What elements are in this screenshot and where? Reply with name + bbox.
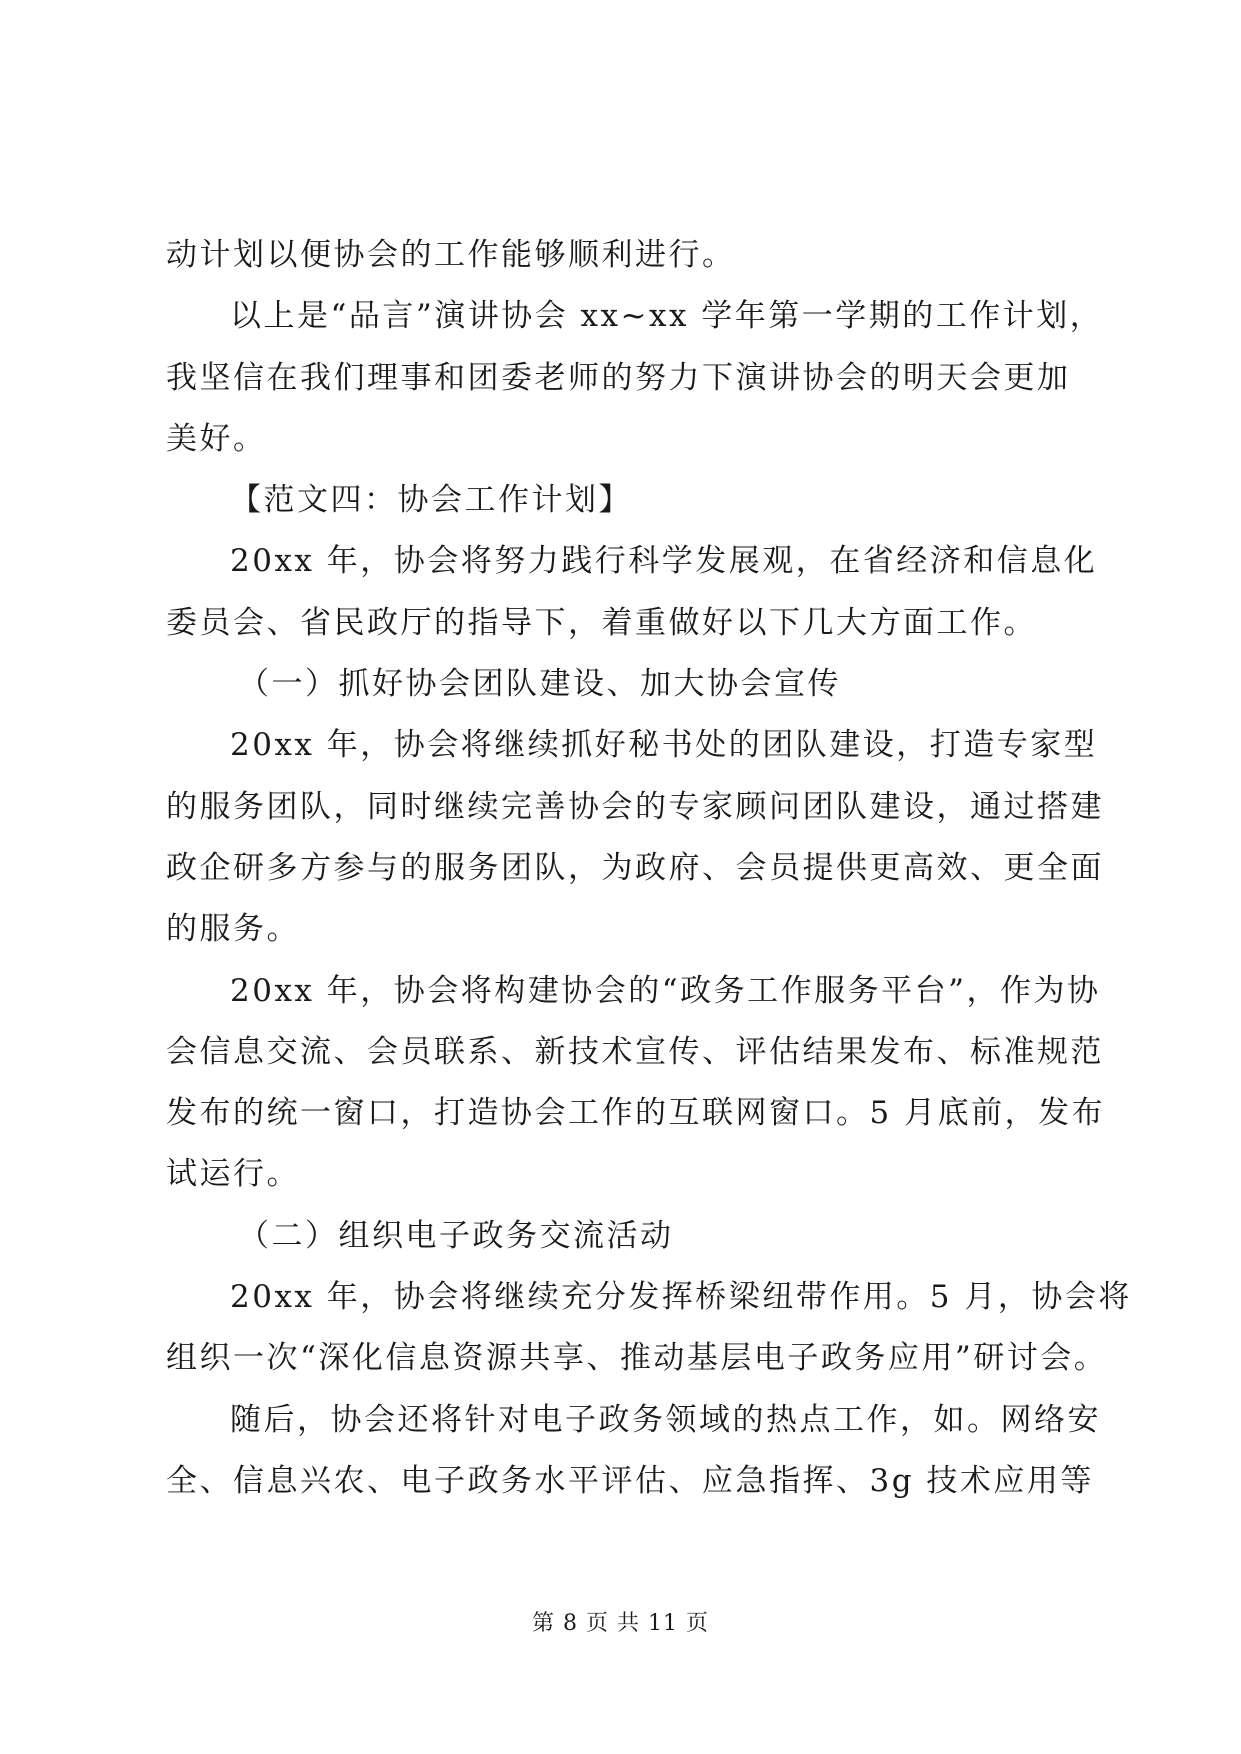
body-line: 动计划以便协会的工作能够顺利进行。: [166, 237, 736, 273]
subsection-heading: （二）组织电子政务交流活动: [238, 1217, 674, 1254]
body-line: 的服务。: [166, 911, 300, 948]
body-line: 我坚信在我们理事和团委老师的努力下演讲协会的明天会更加: [166, 359, 1071, 396]
document-body: [166, 225, 1132, 1512]
body-line: 美好。: [166, 420, 267, 457]
body-line: 20xx 年，协会将构建协会的“政务工作服务平台”，作为协: [230, 972, 1101, 1009]
body-line: 发布的统一窗口，打造协会工作的互联网窗口。5 月底前，发布: [166, 1095, 1106, 1132]
page-number-label: 第 8 页 共 11 页: [532, 1611, 709, 1636]
body-line: 20xx 年，协会将努力践行科学发展观，在省经济和信息化: [230, 543, 1098, 580]
body-line: 政企研多方参与的服务团队，为政府、会员提供更高效、更全面: [166, 849, 1104, 886]
body-line: 随后，协会还将针对电子政务领域的热点工作，如。网络安: [230, 1401, 1101, 1438]
body-line: 20xx 年，协会将继续充分发挥桥梁纽带作用。5 月，协会将: [230, 1279, 1132, 1316]
body-line: 20xx 年，协会将继续抓好秘书处的团队建设，打造专家型: [230, 727, 1098, 764]
body-line: 全、信息兴农、电子政务水平评估、应急指挥、3g 技术应用等: [166, 1462, 1094, 1499]
body-line: 委员会、省民政厅的指导下，着重做好以下几大方面工作。: [166, 604, 1037, 641]
body-line: 试运行。: [166, 1156, 300, 1193]
subsection-heading: （一）抓好协会团队建设、加大协会宣传: [238, 666, 841, 703]
section-heading: 【范文四：协会工作计划】: [230, 482, 632, 519]
page-footer: [0, 1606, 1241, 1637]
body-line: 的服务团队，同时继续完善协会的专家顾问团队建设，通过搭建: [166, 788, 1104, 825]
body-line: 以上是“品言”演讲协会 xx~xx 学年第一学期的工作计划，: [230, 298, 1104, 335]
body-line: 组织一次“深化信息资源共享、推动基层电子政务应用”研讨会。: [166, 1340, 1108, 1377]
body-line: 会信息交流、会员联系、新技术宣传、评估结果发布、标准规范: [166, 1033, 1104, 1070]
